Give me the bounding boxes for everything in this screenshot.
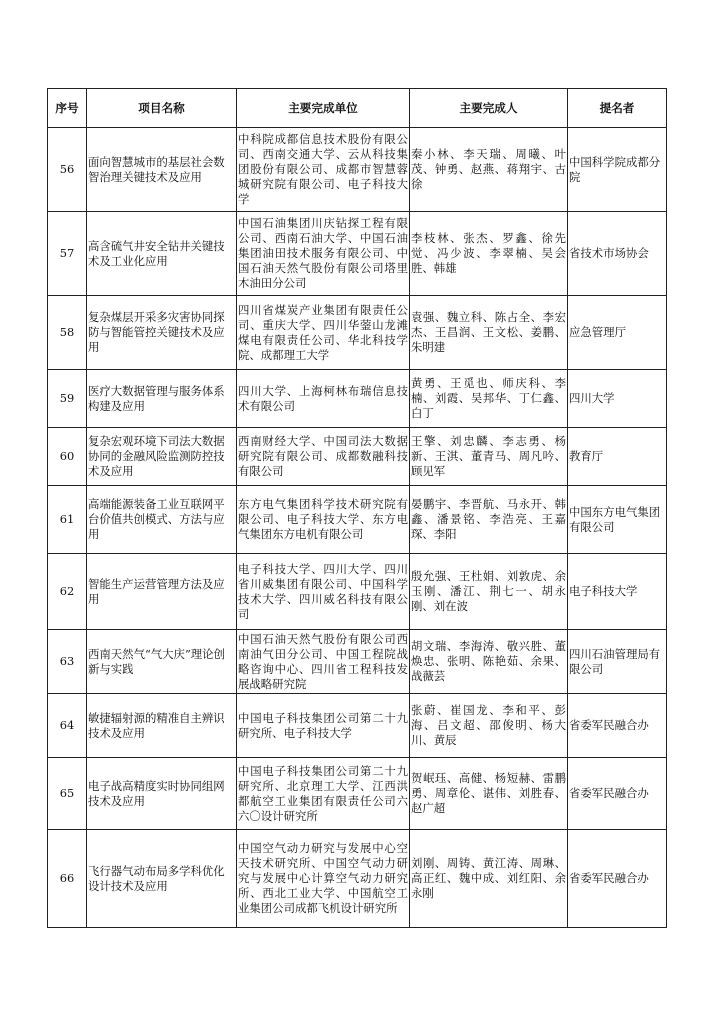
units-cell: 西南财经大学、中国司法大数据研究院有限公司、成都数融科技有限公司 <box>237 428 410 486</box>
units-cell: 中国电子科技集团公司第二十九研究所、北京理工大学、江西洪都航空工业集团有限责任公司六六〇设计研究所 <box>237 758 410 830</box>
units-cell: 电子科技大学、四川大学、四川省川威集团有限公司、中国科学技术大学、四川威名科技有限公司 <box>237 554 410 630</box>
people-cell: 胡文瑞、李海涛、敬兴胜、董焕忠、张明、陈艳茹、余果、战薇芸 <box>410 630 568 694</box>
people-cell: 王擎、刘忠麟、李志勇、杨新、王淇、董青马、周凡吟、顾见军 <box>410 428 568 486</box>
nominator-cell: 省委军民融合办 <box>568 758 667 830</box>
header-main-people: 主要完成人 <box>410 89 568 128</box>
people-cell: 殷允强、王杜娟、刘敦虎、余玉刚、潘江、荆七一、胡永刚、刘在波 <box>410 554 568 630</box>
header-project-name: 项目名称 <box>87 89 237 128</box>
project-name-cell: 高端能源装备工业互联网平台价值共创模式、方法与应用 <box>87 486 237 554</box>
people-cell: 李枝林、张杰、罗鑫、徐先觉、冯少波、李翠楠、吴会胜、韩雄 <box>410 212 568 296</box>
serial-cell: 57 <box>48 212 87 296</box>
serial-cell: 63 <box>48 630 87 694</box>
people-cell: 黄勇、王觅也、师庆科、李楠、刘霞、吴邦华、丁仁鑫、白丁 <box>410 370 568 428</box>
project-name-cell: 智能生产运营管理方法及应用 <box>87 554 237 630</box>
people-cell: 刘刚、周铸、黄江涛、周琳、高正红、魏中成、刘红阳、余永刚 <box>410 830 568 928</box>
nominator-cell: 省委军民融合办 <box>568 830 667 928</box>
table-row <box>48 554 667 630</box>
serial-cell: 65 <box>48 758 87 830</box>
project-name-cell: 电子战高精度实时协同组网技术及应用 <box>87 758 237 830</box>
nominator-cell: 电子科技大学 <box>568 554 667 630</box>
serial-cell: 61 <box>48 486 87 554</box>
awards-table <box>47 88 667 928</box>
project-name-cell: 高含硫气井安全钻井关键技术及工业化应用 <box>87 212 237 296</box>
table-row <box>48 758 667 830</box>
units-cell: 中国电子科技集团公司第二十九研究所、电子科技大学 <box>237 694 410 758</box>
units-cell: 中科院成都信息技术股份有限公司、西南交通大学、云从科技集团股份有限公司、成都市智慧蓉城研究院有限公司、电子科技大学 <box>237 128 410 212</box>
table-row <box>48 486 667 554</box>
serial-cell: 64 <box>48 694 87 758</box>
units-cell: 东方电气集团科学技术研究院有限公司、电子科技大学、东方电气集团东方电机有限公司 <box>237 486 410 554</box>
units-cell: 中国石油天然气股份有限公司西南油气田分公司、中国工程院战略咨询中心、四川省工程科技发展战略研究院 <box>237 630 410 694</box>
units-cell: 中国空气动力研究与发展中心空天技术研究所、中国空气动力研究与发展中心计算空气动力研究所、西北工业大学、中国航空工业集团公司成都飞机设计研究所 <box>237 830 410 928</box>
header-nominator: 提名者 <box>568 89 667 128</box>
serial-cell: 58 <box>48 296 87 370</box>
nominator-cell: 教育厅 <box>568 428 667 486</box>
table-row <box>48 128 667 212</box>
table-row <box>48 428 667 486</box>
table-row <box>48 296 667 370</box>
units-cell: 四川省煤炭产业集团有限责任公司、重庆大学、四川华蓥山龙滩煤电有限责任公司、华北科技学院、成都理工大学 <box>237 296 410 370</box>
serial-cell: 56 <box>48 128 87 212</box>
header-main-units: 主要完成单位 <box>237 89 410 128</box>
people-cell: 晏鹏宇、李晋航、马永开、韩鑫、潘景铭、李浩亮、王嘉琛、李阳 <box>410 486 568 554</box>
project-name-cell: 复杂宏观环境下司法大数据协同的金融风险监测防控技术及应用 <box>87 428 237 486</box>
units-cell: 四川大学、上海柯林布瑞信息技术有限公司 <box>237 370 410 428</box>
table-row <box>48 830 667 928</box>
project-name-cell: 复杂煤层开采多灾害协同探防与智能管控关键技术及应用 <box>87 296 237 370</box>
table-row <box>48 370 667 428</box>
nominator-cell: 省委军民融合办 <box>568 694 667 758</box>
project-name-cell: 面向智慧城市的基层社会数智治理关键技术及应用 <box>87 128 237 212</box>
header-serial: 序号 <box>48 89 87 128</box>
nominator-cell: 中国东方电气集团有限公司 <box>568 486 667 554</box>
table-row <box>48 212 667 296</box>
header-row <box>48 89 667 128</box>
people-cell: 袁强、魏立科、陈占全、李宏杰、王昌润、王文松、姜鹏、朱明建 <box>410 296 568 370</box>
nominator-cell: 四川石油管理局有限公司 <box>568 630 667 694</box>
serial-cell: 62 <box>48 554 87 630</box>
table-row <box>48 694 667 758</box>
nominator-cell: 应急管理厅 <box>568 296 667 370</box>
people-cell: 贺岷珏、高健、杨短赫、雷鹏勇、周章伦、谌伟、刘胜春、赵广超 <box>410 758 568 830</box>
project-name-cell: 医疗大数据管理与服务体系构建及应用 <box>87 370 237 428</box>
serial-cell: 66 <box>48 830 87 928</box>
people-cell: 秦小林、李天瑞、周曦、叶茂、钟勇、赵燕、蒋翔宇、古徐 <box>410 128 568 212</box>
nominator-cell: 四川大学 <box>568 370 667 428</box>
table-row <box>48 630 667 694</box>
serial-cell: 60 <box>48 428 87 486</box>
serial-cell: 59 <box>48 370 87 428</box>
nominator-cell: 省技术市场协会 <box>568 212 667 296</box>
people-cell: 张蔚、崔国龙、李和平、彭海、吕文超、邵俊明、杨大川、黄辰 <box>410 694 568 758</box>
project-name-cell: 飞行器气动布局多学科优化设计技术及应用 <box>87 830 237 928</box>
units-cell: 中国石油集团川庆钻探工程有限公司、西南石油大学、中国石油集团油田技术服务有限公司、中国石油天然气股份有限公司塔里木油田分公司 <box>237 212 410 296</box>
nominator-cell: 中国科学院成都分院 <box>568 128 667 212</box>
project-name-cell: 敏捷辐射源的精准自主辨识技术及应用 <box>87 694 237 758</box>
project-name-cell: 西南天然气“气大庆”理论创新与实践 <box>87 630 237 694</box>
